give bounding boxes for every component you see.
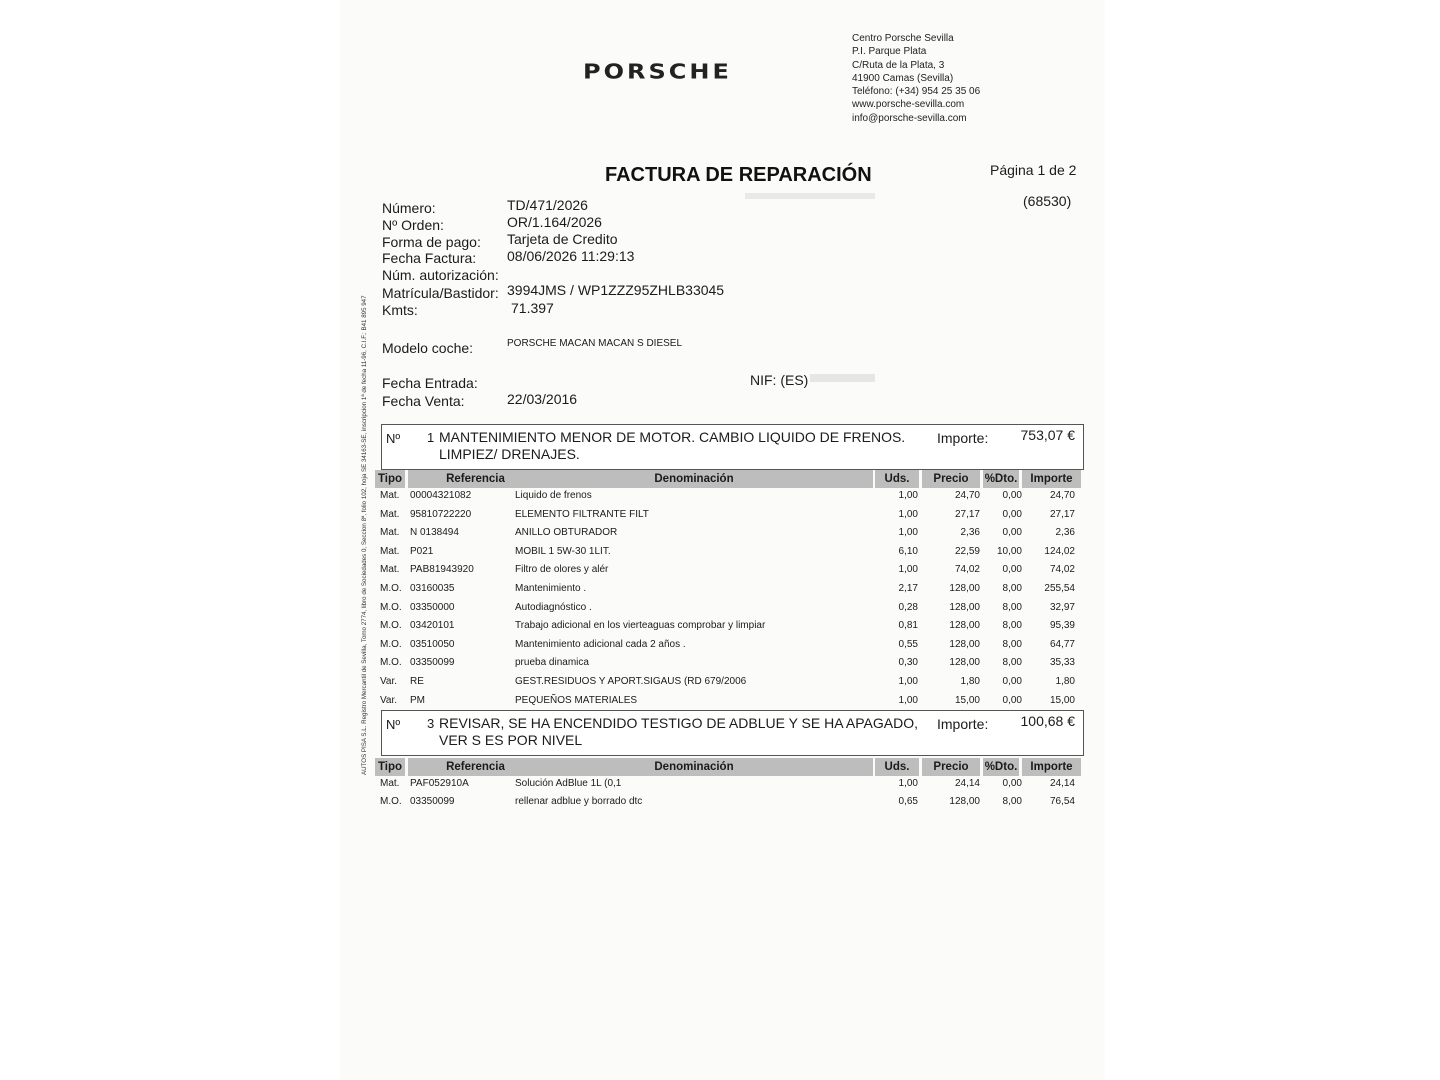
redacted-nif bbox=[810, 374, 875, 382]
line-denominacion: Solución AdBlue 1L (0,1 bbox=[515, 778, 622, 789]
line-importe: 76,54 bbox=[1049, 796, 1075, 807]
operation-number: 1 bbox=[427, 430, 435, 445]
dealer-line: 41900 Camas (Sevilla) bbox=[852, 72, 954, 84]
line-denominacion: Liquido de frenos bbox=[515, 490, 592, 501]
line-importe: 24,14 bbox=[1049, 778, 1075, 789]
redacted-customer-name bbox=[745, 193, 875, 199]
line-precio: 22,59 bbox=[954, 545, 980, 557]
line-referencia: N 0138494 bbox=[410, 527, 459, 539]
line-importe: 74,02 bbox=[1049, 564, 1075, 576]
line-tipo: Var. bbox=[380, 676, 398, 687]
line-precio: 128,00 bbox=[949, 638, 980, 650]
table-row bbox=[375, 546, 1081, 564]
line-precio: 15,00 bbox=[954, 694, 980, 706]
line-denominacion: Autodiagnóstico . bbox=[515, 601, 592, 613]
line-importe: 124,02 bbox=[1044, 545, 1075, 557]
col-dto: %Dto. bbox=[983, 758, 1019, 776]
col-importe: Importe bbox=[1022, 758, 1081, 776]
line-tipo: M.O. bbox=[380, 796, 402, 807]
table-row bbox=[375, 657, 1081, 675]
line-referencia: PAB81943920 bbox=[410, 564, 474, 576]
operation-number: 3 bbox=[427, 716, 435, 731]
line-tipo: Mat. bbox=[380, 564, 400, 576]
line-uds: 1,00 bbox=[898, 676, 918, 687]
line-referencia: PAF052910A bbox=[410, 778, 469, 789]
dealer-email: info@porsche-sevilla.com bbox=[852, 112, 967, 124]
col-tipo: Tipo bbox=[375, 758, 405, 776]
line-denominacion: Trabajo adicional en los vierteaguas comprobar y limpiar bbox=[515, 620, 766, 632]
line-uds: 1,00 bbox=[898, 490, 918, 501]
line-denominacion: Filtro de olores y alér bbox=[515, 564, 609, 576]
line-uds: 1,00 bbox=[898, 778, 918, 789]
operation-1-header bbox=[381, 424, 1084, 470]
line-dto: 8,00 bbox=[1002, 796, 1022, 807]
dealer-line: C/Ruta de la Plata, 3 bbox=[852, 59, 945, 71]
line-precio: 27,17 bbox=[954, 508, 980, 520]
modelo-value: PORSCHE MACAN MACAN S DIESEL bbox=[507, 338, 683, 349]
line-denominacion: GEST.RESIDUOS Y APORT.SIGAUS (RD 679/2006 bbox=[515, 676, 747, 687]
line-denominacion: Mantenimiento adicional cada 2 años . bbox=[515, 638, 686, 650]
modelo-label: Modelo coche: bbox=[382, 340, 474, 356]
line-precio: 24,14 bbox=[954, 778, 980, 789]
line-referencia: PM bbox=[410, 694, 425, 706]
line-tipo: M.O. bbox=[380, 601, 402, 613]
line-uds: 2,17 bbox=[898, 583, 918, 594]
line-referencia: 00004321082 bbox=[410, 490, 472, 501]
line-precio: 128,00 bbox=[949, 583, 980, 594]
matricula-label: Matrícula/Bastidor: bbox=[382, 285, 499, 301]
orden-value: OR/1.164/2026 bbox=[507, 214, 602, 230]
line-precio: 74,02 bbox=[954, 564, 980, 576]
line-uds: 0,65 bbox=[898, 796, 918, 807]
col-denominacion: Denominación bbox=[515, 470, 873, 488]
line-dto: 8,00 bbox=[1002, 657, 1022, 669]
col-dto: %Dto. bbox=[983, 470, 1019, 488]
line-uds: 1,00 bbox=[898, 564, 918, 576]
operation-description: MANTENIMIENTO MENOR DE MOTOR. CAMBIO LIQUIDO DE FRENOS. LIMPIEZ/ DRENAJES. bbox=[439, 429, 906, 462]
line-referencia: RE bbox=[410, 676, 424, 687]
line-dto: 8,00 bbox=[1002, 638, 1022, 650]
col-referencia: Referencia bbox=[408, 758, 543, 776]
table-row bbox=[375, 527, 1081, 545]
line-dto: 0,00 bbox=[1002, 676, 1022, 687]
line-denominacion: prueba dinamica bbox=[515, 657, 589, 669]
dealer-line: P.I. Parque Plata bbox=[852, 46, 927, 58]
operation-importe-label: Importe: bbox=[937, 716, 989, 732]
line-referencia: P021 bbox=[410, 545, 434, 557]
operation-n-label: Nº bbox=[386, 431, 401, 446]
line-referencia: 03350099 bbox=[410, 796, 455, 807]
line-referencia: 95810722220 bbox=[410, 508, 472, 520]
line-dto: 0,00 bbox=[1002, 694, 1022, 706]
line-dto: 0,00 bbox=[1002, 527, 1022, 539]
table-header-2 bbox=[375, 758, 1081, 776]
line-importe: 15,00 bbox=[1049, 694, 1075, 706]
operation-importe-label: Importe: bbox=[937, 430, 989, 446]
line-tipo: Var. bbox=[380, 694, 398, 706]
col-precio: Precio bbox=[922, 758, 980, 776]
col-precio: Precio bbox=[922, 470, 980, 488]
line-precio: 128,00 bbox=[949, 796, 980, 807]
line-precio: 128,00 bbox=[949, 601, 980, 613]
dealer-phone: Teléfono: (+34) 954 25 35 06 bbox=[852, 86, 981, 98]
table-row bbox=[375, 639, 1081, 657]
line-uds: 6,10 bbox=[898, 545, 918, 557]
kmts-value: 71.397 bbox=[511, 300, 554, 316]
operation-description: REVISAR, SE HA ENCENDIDO TESTIGO DE ADBLUE Y SE HA APAGADO, VER S ES POR NIVEL bbox=[439, 715, 919, 748]
registry-text: AUTOS PISA S.L. Registro Mercantil de Sevilla, Tomo 2774, libro de Sociedades 0, Seccion 8ª, folio 102, hoja SE 34163-SE, inscripcion 1ª de fecha 11-96, C.I.F.: B41 895 947 bbox=[361, 295, 368, 775]
col-denominacion: Denominación bbox=[515, 758, 873, 776]
line-tipo: M.O. bbox=[380, 657, 402, 669]
pago-value: Tarjeta de Credito bbox=[507, 231, 618, 247]
line-tipo: Mat. bbox=[380, 527, 400, 539]
line-importe: 1,80 bbox=[1055, 676, 1075, 687]
fecha-venta-label: Fecha Venta: bbox=[382, 393, 465, 409]
dealer-line: Centro Porsche Sevilla bbox=[852, 33, 954, 44]
table-row bbox=[375, 620, 1081, 638]
line-precio: 128,00 bbox=[949, 657, 980, 669]
orden-label: Nº Orden: bbox=[382, 217, 444, 233]
line-referencia: 03160035 bbox=[410, 583, 455, 594]
col-tipo: Tipo bbox=[375, 470, 405, 488]
col-uds: Uds. bbox=[875, 470, 919, 488]
table-header-1 bbox=[375, 470, 1081, 488]
line-referencia: 03510050 bbox=[410, 638, 455, 650]
table-row bbox=[375, 778, 1081, 796]
table-row bbox=[375, 676, 1081, 694]
line-uds: 0,55 bbox=[898, 638, 918, 650]
line-precio: 128,00 bbox=[949, 620, 980, 632]
autorizacion-label: Núm. autorización: bbox=[382, 267, 499, 283]
table-row bbox=[375, 796, 1081, 814]
line-importe: 24,70 bbox=[1049, 490, 1075, 501]
line-importe: 255,54 bbox=[1044, 583, 1075, 594]
line-dto: 0,00 bbox=[1002, 778, 1022, 789]
operation-3-header bbox=[381, 710, 1084, 756]
line-referencia: 03420101 bbox=[410, 620, 455, 632]
line-importe: 35,33 bbox=[1049, 657, 1075, 669]
line-denominacion: ELEMENTO FILTRANTE FILT bbox=[515, 508, 649, 520]
line-referencia: 03350099 bbox=[410, 657, 455, 669]
line-tipo: Mat. bbox=[380, 778, 400, 789]
line-tipo: M.O. bbox=[380, 583, 402, 594]
dealer-website: www.porsche-sevilla.com bbox=[852, 99, 965, 111]
page-number: Página 1 de 2 bbox=[990, 162, 1077, 178]
fecha-factura-value: 08/06/2026 11:29:13 bbox=[507, 248, 635, 264]
fecha-entrada-label: Fecha Entrada: bbox=[382, 375, 478, 391]
line-uds: 0,30 bbox=[898, 657, 918, 669]
line-dto: 0,00 bbox=[1002, 508, 1022, 520]
line-denominacion: PEQUEÑOS MATERIALES bbox=[515, 694, 638, 706]
line-uds: 1,00 bbox=[898, 527, 918, 539]
line-dto: 10,00 bbox=[996, 545, 1022, 557]
col-importe: Importe bbox=[1022, 470, 1081, 488]
line-importe: 95,39 bbox=[1049, 620, 1075, 632]
line-uds: 1,00 bbox=[898, 508, 918, 520]
operation-amount: 100,68 € bbox=[1020, 713, 1075, 729]
operation-n-label: Nº bbox=[386, 717, 401, 732]
table-row bbox=[375, 509, 1081, 527]
line-referencia: 03350000 bbox=[410, 601, 455, 613]
line-importe: 2,36 bbox=[1055, 527, 1075, 539]
line-denominacion: MOBIL 1 5W-30 1LIT. bbox=[515, 545, 611, 557]
line-tipo: Mat. bbox=[380, 490, 400, 501]
line-denominacion: Mantenimiento . bbox=[515, 583, 587, 594]
invoice-title: FACTURA DE REPARACIÓN bbox=[605, 164, 872, 186]
line-importe: 27,17 bbox=[1049, 508, 1075, 520]
table-row bbox=[375, 564, 1081, 582]
line-tipo: M.O. bbox=[380, 638, 402, 650]
customer-code: (68530) bbox=[1023, 193, 1072, 209]
line-dto: 0,00 bbox=[1002, 490, 1022, 501]
line-denominacion: rellenar adblue y borrado dtc bbox=[515, 796, 643, 807]
line-tipo: M.O. bbox=[380, 620, 402, 632]
table-row bbox=[375, 602, 1081, 620]
line-tipo: Mat. bbox=[380, 508, 400, 520]
line-precio: 24,70 bbox=[954, 490, 980, 501]
brand-logo: PORSCHE bbox=[583, 60, 732, 84]
line-uds: 0,28 bbox=[898, 601, 918, 613]
operation-amount: 753,07 € bbox=[1020, 427, 1075, 443]
line-uds: 0,81 bbox=[898, 620, 918, 632]
line-importe: 32,97 bbox=[1049, 601, 1075, 613]
fecha-venta-value: 22/03/2016 bbox=[507, 391, 578, 407]
line-dto: 8,00 bbox=[1002, 583, 1022, 594]
line-denominacion: ANILLO OBTURADOR bbox=[515, 527, 618, 539]
fecha-factura-label: Fecha Factura: bbox=[382, 250, 477, 266]
line-uds: 1,00 bbox=[898, 694, 918, 706]
dealer-address bbox=[852, 32, 980, 125]
matricula-value: 3994JMS / WP1ZZZ95ZHLB33045 bbox=[507, 282, 725, 298]
line-precio: 2,36 bbox=[960, 527, 980, 539]
line-precio: 1,80 bbox=[960, 676, 980, 687]
line-importe: 64,77 bbox=[1049, 638, 1075, 650]
numero-label: Número: bbox=[382, 200, 436, 216]
pago-label: Forma de pago: bbox=[382, 234, 481, 250]
table-row bbox=[375, 583, 1081, 601]
col-uds: Uds. bbox=[875, 758, 919, 776]
line-tipo: Mat. bbox=[380, 545, 400, 557]
nif-label: NIF: (ES) bbox=[750, 372, 809, 388]
numero-value: TD/471/2026 bbox=[507, 197, 588, 213]
line-dto: 8,00 bbox=[1002, 601, 1022, 613]
line-dto: 0,00 bbox=[1002, 564, 1022, 576]
table-row bbox=[375, 490, 1081, 508]
line-dto: 8,00 bbox=[1002, 620, 1022, 632]
kmts-label: Kmts: bbox=[382, 302, 418, 318]
col-referencia: Referencia bbox=[408, 470, 543, 488]
